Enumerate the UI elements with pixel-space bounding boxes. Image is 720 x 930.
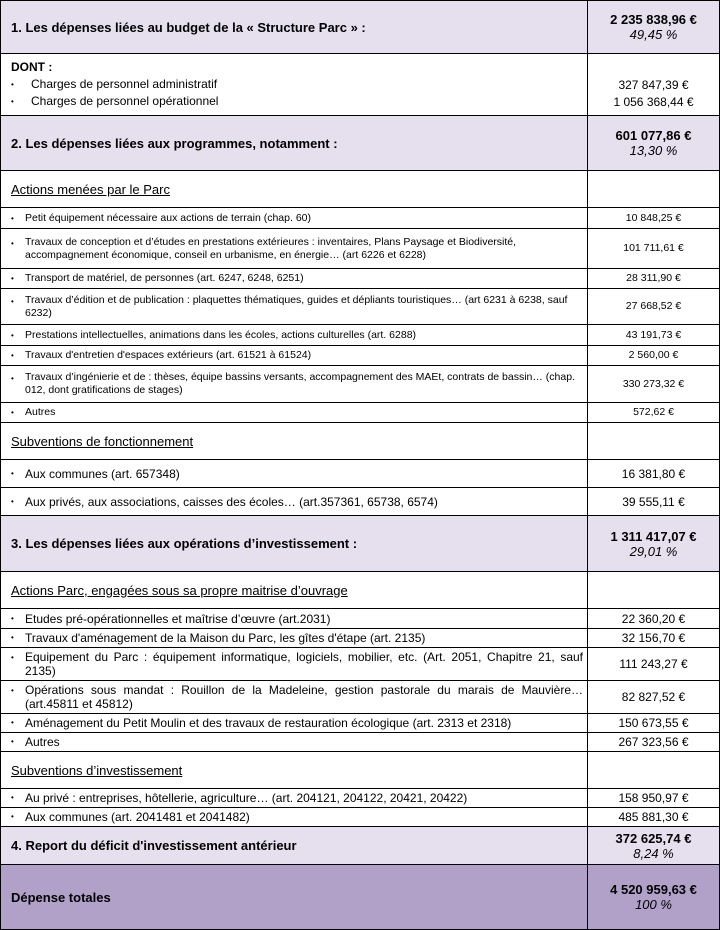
bullet-icon: • <box>11 496 14 506</box>
subheading: Actions menées par le Parc <box>1 171 588 208</box>
subheading-row <box>1 423 720 460</box>
list-item: • Charges de personnel administratif <box>11 77 218 91</box>
section-percent: 8,24 % <box>633 845 674 861</box>
section-title: 4. Report du déficit d'investissement antérieur <box>1 827 588 865</box>
bullet-icon: • <box>11 633 14 642</box>
table-row: • Travaux d'aménagement de la Maison du Parc, les gîtes d'étape (art. 2135) 32 156,70 € <box>1 629 720 648</box>
list-item: • Charges de personnel opérationnel <box>11 94 219 108</box>
section-header-structure <box>1 1 720 54</box>
section-header-report <box>1 827 720 865</box>
bullet-icon: • <box>11 351 14 360</box>
section-header-investissement <box>1 516 720 572</box>
table-row: • Travaux d’ingénierie et de : thèses, équipe bassins versants, accompagnement des MAEt, contrats de bassin… (chap. 012, dont gratifications de stages) 330 273,32 € <box>1 366 720 403</box>
table-row: • Etudes pré-opérationnelles et maîtrise d’œuvre (art.2031) 22 360,20 € <box>1 609 720 629</box>
section-title: 1. Les dépenses liées au budget de la « Structure Parc » : <box>1 1 588 54</box>
subheading-row <box>1 171 720 208</box>
bullet-icon: • <box>11 97 14 106</box>
subheading: Actions Parc, engagées sous sa propre maitrise d’ouvrage <box>1 572 588 609</box>
subheading-row <box>1 752 720 789</box>
section-percent: 49,45 % <box>629 27 678 42</box>
section-amount: 2 235 838,96 € <box>610 12 697 27</box>
table-row: • Autres 267 323,56 € <box>1 733 720 752</box>
table-row: • Aux communes (art. 657348) 16 381,80 € <box>1 460 720 488</box>
bullet-icon: • <box>11 374 14 383</box>
section-amount: 601 077,86 € <box>615 128 692 143</box>
total-title: Dépense totales <box>1 865 588 930</box>
bullet-icon: • <box>11 812 14 821</box>
bullet-icon: • <box>11 653 14 662</box>
section-percent: 13,30 % <box>629 143 678 158</box>
table-row: • Aux privés, aux associations, caisses des écoles… (art.357361, 65738, 6574) 39 555,11 € <box>1 488 720 516</box>
table-row: • Prestations intellectuelles, animations dans les écoles, actions culturelles (art. 6288) 43 191,73 € <box>1 325 720 346</box>
bullet-icon: • <box>11 408 14 417</box>
item-amount: 327 847,39 € <box>618 77 689 92</box>
table-row: • Opérations sous mandat : Rouillon de la Madeleine, gestion pastorale du marais de Mauvière… (art.45811 et 45812) 82 827,52 € <box>1 681 720 714</box>
bullet-icon: • <box>11 686 14 695</box>
bullet-icon: • <box>11 213 14 223</box>
section-amount: 372 625,74 € <box>615 830 692 846</box>
bullet-icon: • <box>11 468 14 478</box>
subheading: Subventions d’investissement <box>1 752 588 789</box>
bullet-icon: • <box>11 793 14 802</box>
section-title: 2. Les dépenses liées aux programmes, notamment : <box>1 116 588 171</box>
bullet-icon: • <box>11 296 14 306</box>
section-amount-cell <box>588 1 720 54</box>
table-row: • Petit équipement nécessaire aux actions de terrain (chap. 60) 10 848,25 € <box>1 208 720 229</box>
subheading: Subventions de fonctionnement <box>1 423 588 460</box>
bullet-icon: • <box>11 718 14 727</box>
total-amount: 4 520 959,63 € <box>610 882 697 897</box>
table-row: • Travaux d'entretien d'espaces extérieurs (art. 61521 à 61524) 2 560,00 € <box>1 346 720 366</box>
table-row: • Aménagement du Petit Moulin et des travaux de restauration écologique (art. 2313 et 2318) 150 673,55 € <box>1 714 720 733</box>
table-row: • Travaux d’édition et de publication : plaquettes thématiques, guides et dépliants touristiques… (art 6231 à 6238, sauf 6232) 27 668,52 € <box>1 289 720 325</box>
table-row: • Autres 572,62 € <box>1 403 720 423</box>
bullet-icon: • <box>11 80 14 89</box>
section-amount: 1 311 417,07 € <box>610 528 697 544</box>
total-percent: 100 % <box>635 897 672 912</box>
bullet-icon: • <box>11 737 14 746</box>
table-row: • Equipement du Parc : équipement informatique, logiciels, mobilier, etc. (Art. 2051, Chapitre 21, sauf 2135) 111 243,27 € <box>1 648 720 681</box>
total-row <box>1 865 720 930</box>
table-row: • Travaux de conception et d’études en prestations extérieures : inventaires, Plans Paysage et Biodiversité, accompagnement économique, conseil en urbanisme, en énergie… (art 6226 et 6228) 101 711,61 € <box>1 229 720 269</box>
bullet-icon: • <box>11 613 14 623</box>
dont-row <box>1 54 720 116</box>
table-row: • Aux communes (art. 2041481 et 2041482) 485 881,30 € <box>1 808 720 827</box>
subheading-row <box>1 572 720 609</box>
table-row: • Transport de matériel, de personnes (art. 6247, 6248, 6251) 28 311,90 € <box>1 269 720 289</box>
section-header-programmes <box>1 116 720 171</box>
section-title: 3. Les dépenses liées aux opérations d’investissement : <box>1 516 588 572</box>
bullet-icon: • <box>11 330 14 340</box>
bullet-icon: • <box>11 238 14 248</box>
bullet-icon: • <box>11 274 14 283</box>
table-row: • Au privé : entreprises, hôtellerie, agriculture… (art. 204121, 204122, 20421, 20422) 158 950,97 € <box>1 789 720 808</box>
item-amount: 1 056 368,44 € <box>613 94 694 109</box>
section-percent: 29,01 % <box>629 543 678 559</box>
dont-label: DONT : <box>11 60 53 74</box>
